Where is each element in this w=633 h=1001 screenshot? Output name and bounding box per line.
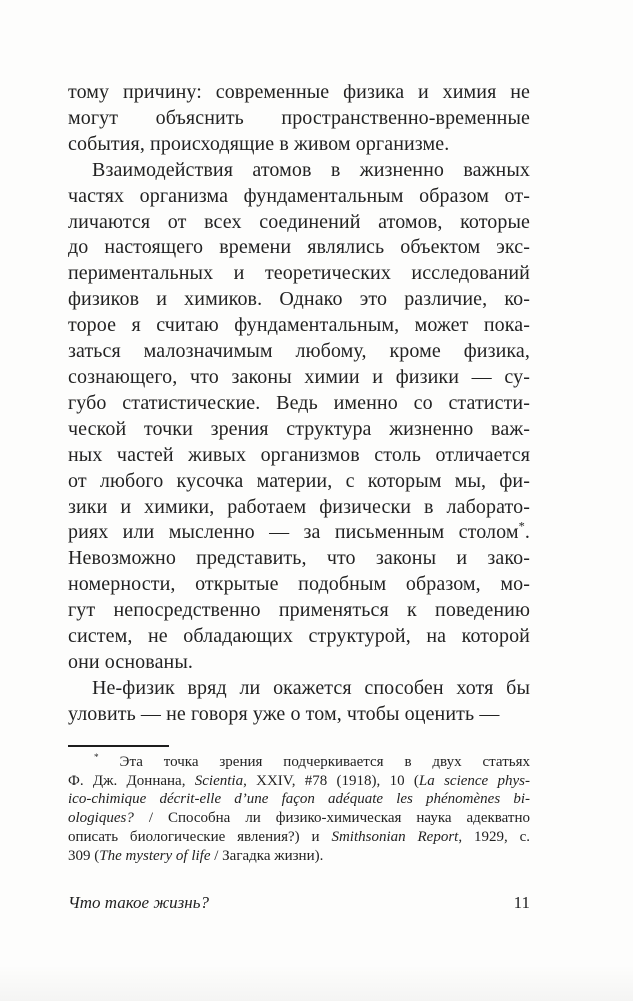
text-run: события, происходящие в живом организме. xyxy=(68,132,450,155)
footnote-line xyxy=(68,847,530,866)
text-run: Взаимодействия атомов в жизненно важных xyxy=(92,158,530,181)
italic-text-run: Smithsonian Report xyxy=(331,828,459,845)
text-line xyxy=(68,546,530,572)
text-run: / Способна ли физико-химическая наука адекватно xyxy=(133,810,530,827)
text-line xyxy=(68,520,530,546)
text-line xyxy=(68,80,530,106)
text-run: 309 ( xyxy=(68,847,100,864)
text-line xyxy=(68,495,530,521)
text-run: ных частей живых организмов столь отличается xyxy=(68,443,530,466)
paragraph xyxy=(68,80,530,158)
text-run: личаются от всех соединений атомов, которые xyxy=(68,210,530,233)
text-line xyxy=(68,210,530,236)
footnote-line xyxy=(68,809,530,828)
page-footer xyxy=(68,893,530,913)
text-line xyxy=(68,339,530,365)
text-run: периментальных и теоретических исследований xyxy=(68,262,530,285)
text-run: Эта точка зрения подчеркивается в двух статьях xyxy=(98,754,530,770)
text-line xyxy=(68,158,530,184)
text-run: Не-физик вряд ли окажется способен хотя бы xyxy=(92,676,530,699)
running-title: Что такое жизнь? xyxy=(68,893,209,912)
text-run: гут непосредственно применяться к поведению xyxy=(68,599,530,622)
footnote-line xyxy=(68,753,530,772)
text-line xyxy=(68,702,530,728)
body-text xyxy=(68,80,530,728)
italic-text-run: The mystery of life xyxy=(99,847,211,864)
text-line xyxy=(68,572,530,598)
text-line xyxy=(68,261,530,287)
italic-text-run: La science phys- xyxy=(418,772,531,789)
text-line xyxy=(68,624,530,650)
text-line xyxy=(68,313,530,339)
text-line xyxy=(68,365,530,391)
text-run: Ф. Дж. Доннана, xyxy=(68,772,195,789)
paragraph xyxy=(68,676,530,728)
text-run: номерности, открытые подобным образом, мо- xyxy=(68,573,530,596)
text-run: тому причину: современные физика и химия не xyxy=(68,81,530,103)
text-run: губо статистические. Ведь именно со статисти- xyxy=(68,391,530,414)
text-line xyxy=(68,391,530,417)
text-line xyxy=(68,676,530,702)
text-line xyxy=(68,417,530,443)
footnote-line xyxy=(68,772,530,791)
text-line xyxy=(68,469,530,495)
text-run: описать биологические явления?) и xyxy=(68,828,332,845)
text-run: уловить — не говоря уже о том, чтобы оценить — xyxy=(68,702,500,725)
text-run: / Загадка жизни). xyxy=(210,847,324,864)
italic-text-run: ico-chimique décrit-elle d’une façon adéquate les phénomènes bi- xyxy=(68,791,530,808)
text-run: , 1929, с. xyxy=(458,828,530,845)
page-number: 11 xyxy=(513,893,530,912)
text-run: заться малозначимым любому, кроме физика, xyxy=(68,340,530,363)
text-line xyxy=(68,132,530,158)
text-run: могут объяснить пространственно-временные xyxy=(68,106,530,129)
text-line xyxy=(68,184,530,210)
text-run: риях или мысленно — за письменным столом xyxy=(68,521,519,544)
text-run: систем, не обладающих структурой, на которой xyxy=(68,625,530,648)
italic-text-run: Scientia xyxy=(194,772,244,789)
text-line xyxy=(68,287,530,313)
footnote-line xyxy=(68,828,530,847)
footnote-rule xyxy=(68,745,169,747)
text-run: . xyxy=(524,521,530,544)
text-run: частях организма фундаментальным образом от- xyxy=(68,184,530,207)
text-run: ческой точки зрения структура жизненно важ- xyxy=(68,417,530,440)
text-line xyxy=(68,235,530,261)
text-run: физиков и химиков. Однако это различие, ко- xyxy=(68,288,530,311)
italic-text-run: ologiques? xyxy=(68,810,134,827)
text-run: торое я считаю фундаментальным, может пока- xyxy=(68,314,530,337)
text-run: Невозможно представить, что законы и зако- xyxy=(68,547,530,570)
paragraph xyxy=(68,158,530,676)
text-line xyxy=(68,443,530,469)
text-line xyxy=(68,598,530,624)
text-run: от любого кусочка материи, с которым мы, фи- xyxy=(68,469,530,492)
footnote xyxy=(68,753,530,865)
footnote-marker: * xyxy=(94,753,99,763)
text-run: , XXIV, #78 (1918), 10 ( xyxy=(243,772,419,789)
text-run: они основаны. xyxy=(68,650,193,673)
text-run: сознающего, что законы химии и физики — су- xyxy=(68,365,530,388)
footnote-marker: * xyxy=(518,519,525,534)
text-run: до настоящего времени являлись объектом экс- xyxy=(68,236,530,259)
text-line xyxy=(68,106,530,132)
text-line xyxy=(68,650,530,676)
footnote-line xyxy=(68,790,530,809)
text-run: зики и химики, работаем физически в лаборато- xyxy=(68,495,530,518)
